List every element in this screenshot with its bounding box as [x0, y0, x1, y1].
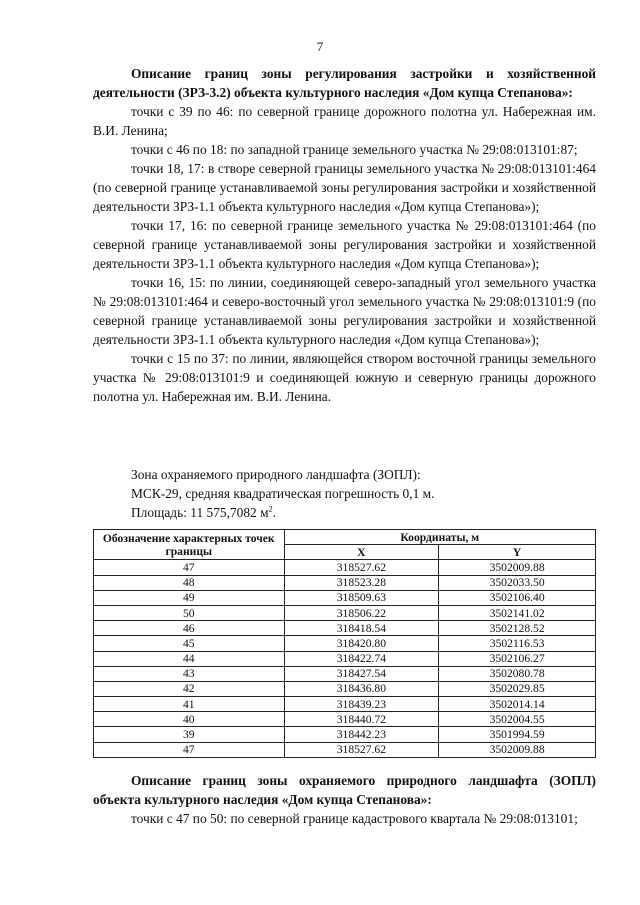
section-heading: Описание границ зоны охраняемого природного ландшафта (ЗОПЛ) объекта культурного наследия «Дом купца Степанова»:: [93, 773, 596, 807]
x-cell: 318523.28: [284, 575, 439, 590]
y-cell: 3502004.55: [439, 712, 596, 727]
y-cell: 3502033.50: [439, 575, 596, 590]
point-cell: 50: [94, 605, 285, 620]
coordinates-header: Координаты, м: [284, 530, 595, 545]
point-cell: 49: [94, 590, 285, 605]
boundary-paragraph: точки 18, 17: в створе северной границы земельного участка № 29:08:013101:464 (по северной границе устанавливаемой зоны регулирования застройки и хозяйственной деятельности ЗРЗ-1.1 объекта культурного наследия «Дом купца Степанова»);: [93, 161, 596, 214]
y-cell: 3502009.88: [439, 560, 596, 575]
point-cell: 47: [94, 560, 285, 575]
table-row: [94, 636, 596, 651]
section-zopl: [93, 771, 596, 828]
boundary-paragraph: точки 16, 15: по линии, соединяющей северо-западный угол земельного участка № 29:08:013101:464 и северо-восточный угол земельного участка № 29:08:013101:9 (по северной границе устанавливаемой зоны регулирования застройки и хозяйственной деятельности ЗРЗ-1.1 объекта культурного наследия «Дом купца Степанова»);: [93, 275, 596, 347]
zone-name: Зона охраняемого природного ландшафта (ЗОПЛ):: [131, 467, 421, 482]
table-row: [94, 666, 596, 681]
y-cell: 3502106.27: [439, 651, 596, 666]
y-header: Y: [439, 545, 596, 560]
table-row: [94, 697, 596, 712]
x-cell: 318439.23: [284, 697, 439, 712]
coordinate-system: МСК-29, средняя квадратическая погрешность 0,1 м.: [131, 486, 435, 501]
boundary-paragraph: точки 17, 16: по северной границе земельного участка № 29:08:013101:464 (по северной границе устанавливаемой зоны регулирования застройки и хозяйственной деятельности ЗРЗ-1.1 объекта культурного наследия «Дом купца Степанова»);: [93, 218, 596, 271]
table-row: [94, 605, 596, 620]
x-cell: 318420.80: [284, 636, 439, 651]
x-cell: 318527.62: [284, 742, 439, 757]
point-column-header: Обозначение характерных точек границы: [94, 530, 285, 560]
coordinates-table: [93, 529, 596, 758]
y-cell: 3502106.40: [439, 590, 596, 605]
point-cell: 43: [94, 666, 285, 681]
area-value: Площадь: 11 575,7082 м: [131, 505, 269, 520]
y-cell: 3502128.52: [439, 621, 596, 636]
x-cell: 318422.74: [284, 651, 439, 666]
x-cell: 318506.22: [284, 605, 439, 620]
y-cell: 3502009.88: [439, 742, 596, 757]
y-cell: 3502080.78: [439, 666, 596, 681]
point-cell: 41: [94, 697, 285, 712]
page-number: 7: [316, 39, 324, 54]
x-cell: 318440.72: [284, 712, 439, 727]
point-cell: 46: [94, 621, 285, 636]
boundary-paragraph: точки с 15 по 37: по линии, являющейся створом восточной границы земельного участка № 29:08:013101:9 и соединяющей южную и северную границы дорожного полотна ул. Набережная им. В.И. Ленина.: [93, 351, 596, 404]
y-cell: 3501994.59: [439, 727, 596, 742]
table-row: [94, 560, 596, 575]
point-cell: 40: [94, 712, 285, 727]
zone-info: [93, 465, 596, 522]
point-cell: 44: [94, 651, 285, 666]
x-header: X: [284, 545, 439, 560]
table-row: [94, 621, 596, 636]
x-cell: 318418.54: [284, 621, 439, 636]
table-row: [94, 651, 596, 666]
y-cell: 3502014.14: [439, 697, 596, 712]
x-cell: 318442.23: [284, 727, 439, 742]
table-row: [94, 575, 596, 590]
y-cell: 3502141.02: [439, 605, 596, 620]
x-cell: 318436.80: [284, 681, 439, 696]
point-cell: 48: [94, 575, 285, 590]
table-row: [94, 742, 596, 757]
table-row: [94, 727, 596, 742]
table-row: [94, 590, 596, 605]
area-unit-exponent: 2: [268, 504, 273, 514]
y-cell: 3502116.53: [439, 636, 596, 651]
point-cell: 39: [94, 727, 285, 742]
point-cell: 47: [94, 742, 285, 757]
section-heading: Описание границ зоны регулирования застройки и хозяйственной деятельности (ЗРЗ-3.2) объекта культурного наследия «Дом купца Степанова»:: [93, 66, 596, 100]
table-row: [94, 712, 596, 727]
x-cell: 318527.62: [284, 560, 439, 575]
table-row: [94, 681, 596, 696]
y-cell: 3502029.85: [439, 681, 596, 696]
point-cell: 45: [94, 636, 285, 651]
boundary-paragraph: точки с 46 по 18: по западной границе земельного участка № 29:08:013101:87;: [131, 142, 578, 157]
x-cell: 318427.54: [284, 666, 439, 681]
zone-area: [93, 503, 596, 522]
boundary-paragraph: точки с 47 по 50: по северной границе кадастрового квартала № 29:08:013101;: [131, 811, 578, 826]
point-cell: 42: [94, 681, 285, 696]
x-cell: 318509.63: [284, 590, 439, 605]
boundary-paragraph: точки с 39 по 46: по северной границе дорожного полотна ул. Набережная им. В.И. Ленина;: [93, 104, 596, 138]
area-period: .: [272, 505, 276, 520]
section-zrz-3-2: [93, 64, 596, 406]
